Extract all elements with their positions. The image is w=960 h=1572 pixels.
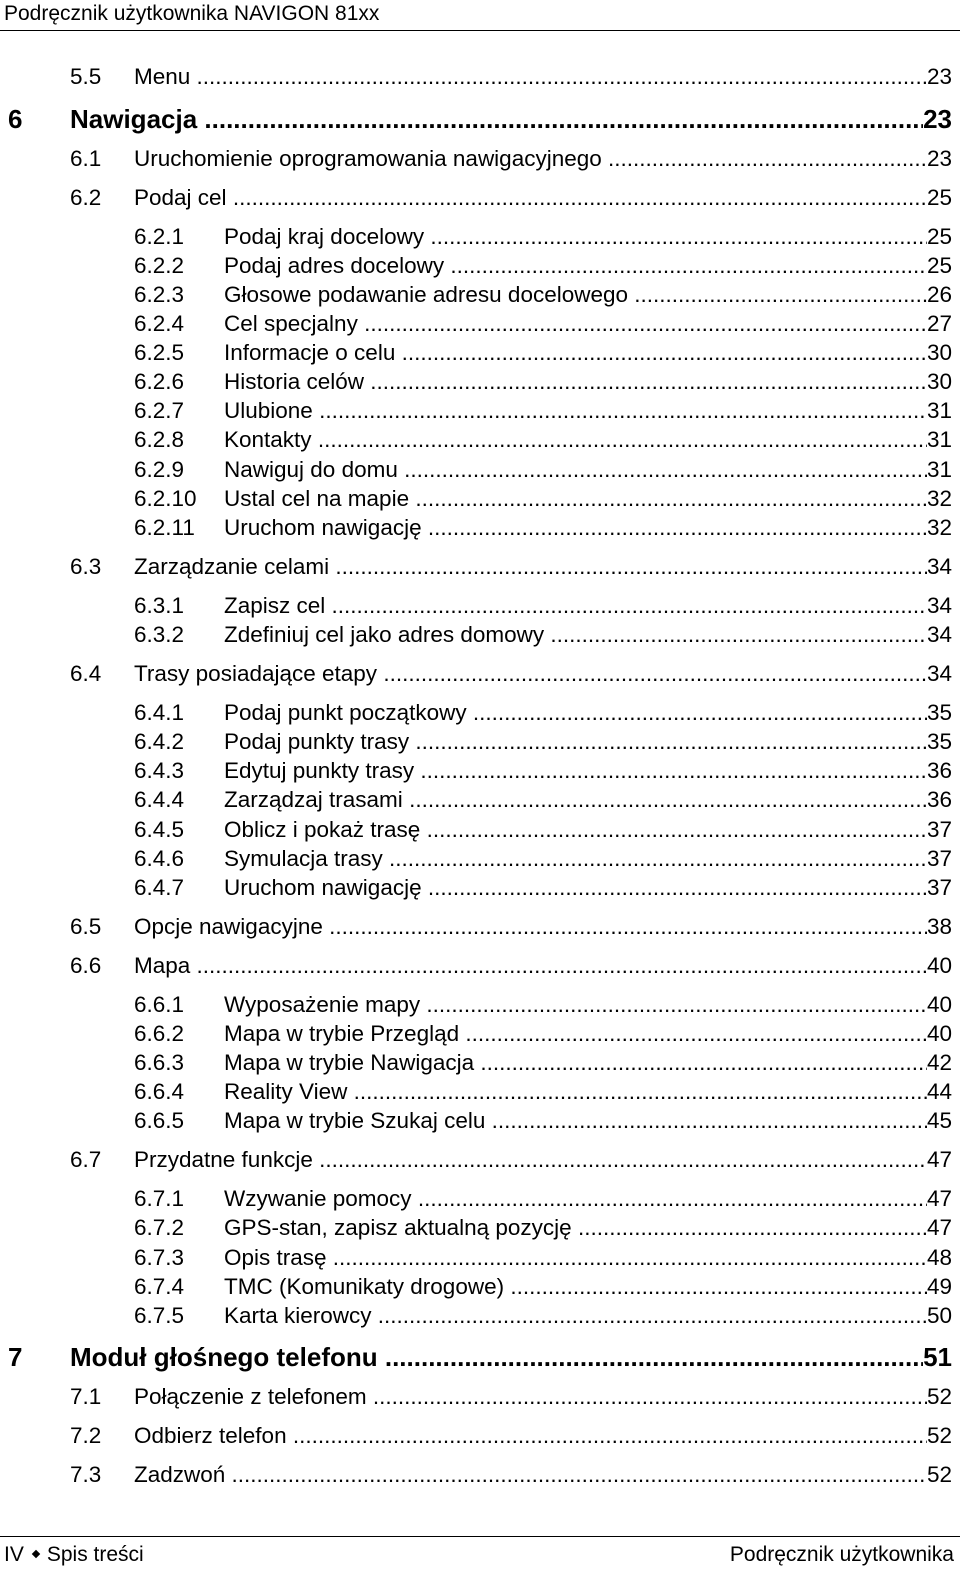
toc-entry-title: Ulubione ..... [224,396,930,426]
toc-entry-number: 6.7.4 [134,1274,185,1299]
toc-entry-title: Uruchom nawigację ..... [224,873,930,903]
toc-entry[interactable] [0,102,960,136]
toc-entry[interactable] [0,1077,960,1107]
page-header [0,0,960,31]
toc-entry-number: 6.7.5 [134,1303,185,1328]
footer-page-number: IV [4,1543,24,1566]
toc-entry-page: 44 [927,1077,952,1107]
toc-entry-number: 6.4.5 [134,817,185,842]
toc-entry-title: Symulacja trasy ..... [224,844,930,874]
toc-entry[interactable] [0,1272,960,1302]
toc-entry-title: Połączenie z telefonem ..... [134,1382,930,1412]
toc-entry-page: 37 [927,873,952,903]
footer-section: Spis treści [46,1543,144,1566]
toc-entry-page: 40 [927,951,952,981]
toc-entry-title: Zarządzaj trasami ..... [224,785,930,815]
toc-entry-page: 25 [927,183,952,213]
toc-entry-page: 34 [927,659,952,689]
toc-entry-title: Mapa w trybie Szukaj celu ..... [224,1106,930,1136]
toc-entry[interactable] [0,280,960,310]
toc-entry[interactable] [0,698,960,728]
toc-entry[interactable] [0,591,960,621]
toc-entry-page: 47 [927,1184,952,1214]
toc-entry-number: 7.1 [70,1384,102,1409]
toc-entry-page: 42 [927,1048,952,1078]
toc-entry-number: 6.2.10 [134,486,197,511]
toc-entry-number: 6.6.2 [134,1021,185,1046]
toc-entry[interactable] [0,367,960,397]
toc-entry[interactable] [0,815,960,845]
toc-entry-page: 31 [927,455,952,485]
toc-entry-title: Wzywanie pomocy ..... [224,1184,930,1214]
toc-entry-title: Podaj punkty trasy ..... [224,727,930,757]
toc-entry-page: 52 [927,1460,952,1490]
toc-entry-title: Nawigacja ..... [70,102,924,136]
toc-entry-title: Zadzwoń ..... [134,1460,930,1490]
toc-entry-page: 32 [927,513,952,543]
toc-entry-number: 6.7.1 [134,1186,185,1211]
toc-entry[interactable] [0,727,960,757]
toc-entry-page: 32 [927,484,952,514]
toc-entry-number: 6.2.2 [134,253,185,278]
toc-entry-page: 37 [927,815,952,845]
toc-entry-page: 31 [927,425,952,455]
toc-entry-number: 7 [8,1342,23,1372]
toc-entry-title: Zapisz cel ..... [224,591,930,621]
toc-entry-page: 35 [927,727,952,757]
toc-entry[interactable] [0,144,960,174]
toc-entry-number: 7.3 [70,1462,102,1487]
toc-entry-title: Wyposażenie mapy ..... [224,990,930,1020]
toc-entry-title: GPS-stan, zapisz aktualną pozycję ..... [224,1213,930,1243]
toc-entry-page: 35 [927,698,952,728]
toc-entry-page: 52 [927,1421,952,1451]
toc-entry[interactable] [0,912,960,942]
toc-entry-title: Menu ..... [134,62,930,92]
toc-entry-page: 34 [927,620,952,650]
toc-entry-number: 6.3.1 [134,593,185,618]
toc-entry[interactable] [0,552,960,582]
diamond-bullet-icon [32,1550,40,1558]
toc-entry-number: 6.3.2 [134,622,185,647]
toc-entry-page: 48 [927,1243,952,1273]
toc-entry-number: 6.2.8 [134,427,185,452]
toc-entry-page: 27 [927,309,952,339]
page-footer [0,1536,960,1572]
toc-entry-page: 30 [927,338,952,368]
toc-entry-title: Podaj adres docelowy ..... [224,251,930,281]
toc-entry-title: Moduł głośnego telefonu ..... [70,1340,924,1374]
toc-entry[interactable] [0,251,960,281]
toc-entry[interactable] [0,990,960,1020]
toc-entry[interactable] [0,513,960,543]
toc-entry[interactable] [0,1145,960,1175]
toc-entry-number: 6.5 [70,914,102,939]
toc-entry[interactable] [0,1243,960,1273]
toc-entry-title: Podaj cel ..... [134,183,930,213]
toc-entry-number: 6.4.6 [134,846,185,871]
toc-entry[interactable] [0,1048,960,1078]
toc-entry-number: 6.7.2 [134,1215,185,1240]
toc-entry-title: Uruchom nawigację ..... [224,513,930,543]
toc-entry-page: 36 [927,785,952,815]
toc-entry-title: Zdefiniuj cel jako adres domowy ..... [224,620,930,650]
toc-entry[interactable] [0,1213,960,1243]
toc-entry-page: 23 [927,62,952,92]
toc-entry-number: 6.7.3 [134,1245,185,1270]
toc-entry-title: Reality View ..... [224,1077,930,1107]
toc-entry-page: 40 [927,1019,952,1049]
toc-entry[interactable] [0,1460,960,1490]
toc-entry[interactable] [0,1421,960,1451]
toc-entry-number: 6.4.2 [134,729,185,754]
toc-entry-page: 40 [927,990,952,1020]
toc-entry-page: 47 [927,1145,952,1175]
toc-entry-title: Informacje o celu ..... [224,338,930,368]
footer-left [4,1543,144,1567]
toc-entry[interactable] [0,62,960,92]
toc-entry[interactable] [0,338,960,368]
toc-entry-title: Mapa w trybie Nawigacja ..... [224,1048,930,1078]
toc-entry[interactable] [0,425,960,455]
toc-entry[interactable] [0,756,960,786]
toc-entry-title: Zarządzanie celami ..... [134,552,930,582]
toc-entry[interactable] [0,1301,960,1331]
toc-entry[interactable] [0,873,960,903]
toc-entry-number: 6.2.6 [134,369,185,394]
toc-entry-number: 6.2.3 [134,282,185,307]
toc-entry-title: Trasy posiadające etapy ..... [134,659,930,689]
toc-entry-title: Historia celów ..... [224,367,930,397]
footer-right: Podręcznik użytkownika [729,1543,954,1566]
toc-entry[interactable] [0,951,960,981]
toc-entry-page: 23 [923,104,952,134]
toc-entry-page: 47 [927,1213,952,1243]
toc-entry[interactable] [0,309,960,339]
toc-entry[interactable] [0,659,960,689]
toc-entry-number: 6.4.4 [134,787,185,812]
toc-entry-page: 49 [927,1272,952,1302]
toc-entry-page: 37 [927,844,952,874]
toc-entry-page: 38 [927,912,952,942]
toc-entry-number: 6.7 [70,1147,102,1172]
toc-entry-page: 25 [927,222,952,252]
toc-entry[interactable] [0,1106,960,1136]
toc-entry-page: 30 [927,367,952,397]
toc-entry-title: Kontakty ..... [224,425,930,455]
toc-entry-title: Oblicz i pokaż trasę ..... [224,815,930,845]
toc-entry-page: 51 [923,1342,952,1372]
toc-entry[interactable] [0,1340,960,1374]
toc-entry-number: 7.2 [70,1423,102,1448]
toc-entry-number: 6.2.9 [134,457,185,482]
toc-entry-title: Odbierz telefon ..... [134,1421,930,1451]
toc-entry-title: Ustal cel na mapie ..... [224,484,930,514]
toc-entry-number: 6.2.5 [134,340,185,365]
toc-entry-title: Cel specjalny ..... [224,309,930,339]
toc-entry-number: 6.4.1 [134,700,185,725]
toc-entry-page: 34 [927,552,952,582]
toc-entry[interactable] [0,1019,960,1049]
toc-entry-number: 6.2.11 [134,515,195,540]
toc-entry-number: 6.2.1 [134,224,185,249]
toc-entry-title: Opis trasę ..... [224,1243,930,1273]
toc-entry[interactable] [0,455,960,485]
toc-entry-title: Mapa w trybie Przegląd ..... [224,1019,930,1049]
toc-entry-number: 6.1 [70,146,102,171]
toc-entry-page: 26 [927,280,952,310]
toc-entry-number: 6.2.7 [134,398,185,423]
toc-entry[interactable] [0,785,960,815]
toc-entry-title: Karta kierowcy ..... [224,1301,930,1331]
toc-entry-number: 6 [8,104,23,134]
toc-entry[interactable] [0,620,960,650]
header-title: Podręcznik użytkownika NAVIGON 81xx [4,2,380,25]
toc-entry-title: Przydatne funkcje ..... [134,1145,930,1175]
toc-entry-title: Mapa ..... [134,951,930,981]
toc-entry-page: 36 [927,756,952,786]
toc-entry[interactable] [0,396,960,426]
toc-entry[interactable] [0,1184,960,1214]
toc-entry-page: 23 [927,144,952,174]
toc-entry[interactable] [0,1382,960,1412]
toc-entry-title: Głosowe podawanie adresu docelowego ..... [224,280,930,310]
toc-entry-title: TMC (Komunikaty drogowe) ..... [224,1272,930,1302]
toc-entry-number: 5.5 [70,64,102,89]
toc-entry-page: 52 [927,1382,952,1412]
toc-entry-page: 50 [927,1301,952,1331]
toc-entry-number: 6.6.3 [134,1050,185,1075]
toc-entry-number: 6.2 [70,185,102,210]
toc-entry[interactable] [0,183,960,213]
toc-entry-page: 34 [927,591,952,621]
toc-entry-title: Opcje nawigacyjne ..... [134,912,930,942]
toc-entry-title: Podaj kraj docelowy ..... [224,222,930,252]
toc-entry-number: 6.3 [70,554,102,579]
toc-entry-title: Edytuj punkty trasy ..... [224,756,930,786]
toc-entry-title: Nawiguj do domu ..... [224,455,930,485]
toc-entry[interactable] [0,222,960,252]
toc-entry-page: 25 [927,251,952,281]
toc-entry-number: 6.4.3 [134,758,185,783]
toc-entry[interactable] [0,484,960,514]
toc-entry-number: 6.6.1 [134,992,185,1017]
toc-entry-number: 6.6.5 [134,1108,185,1133]
toc-entry-title: Podaj punkt początkowy ..... [224,698,930,728]
toc-entry[interactable] [0,844,960,874]
toc-entry-number: 6.4 [70,661,102,686]
toc-entry-number: 6.2.4 [134,311,185,336]
toc-entry-page: 45 [927,1106,952,1136]
toc-entry-title: Uruchomienie oprogramowania nawigacyjnego ..... [134,144,930,174]
toc-entry-number: 6.6.4 [134,1079,185,1104]
toc-entry-number: 6.4.7 [134,875,185,900]
toc-entry-page: 31 [927,396,952,426]
toc-entry-number: 6.6 [70,953,102,978]
